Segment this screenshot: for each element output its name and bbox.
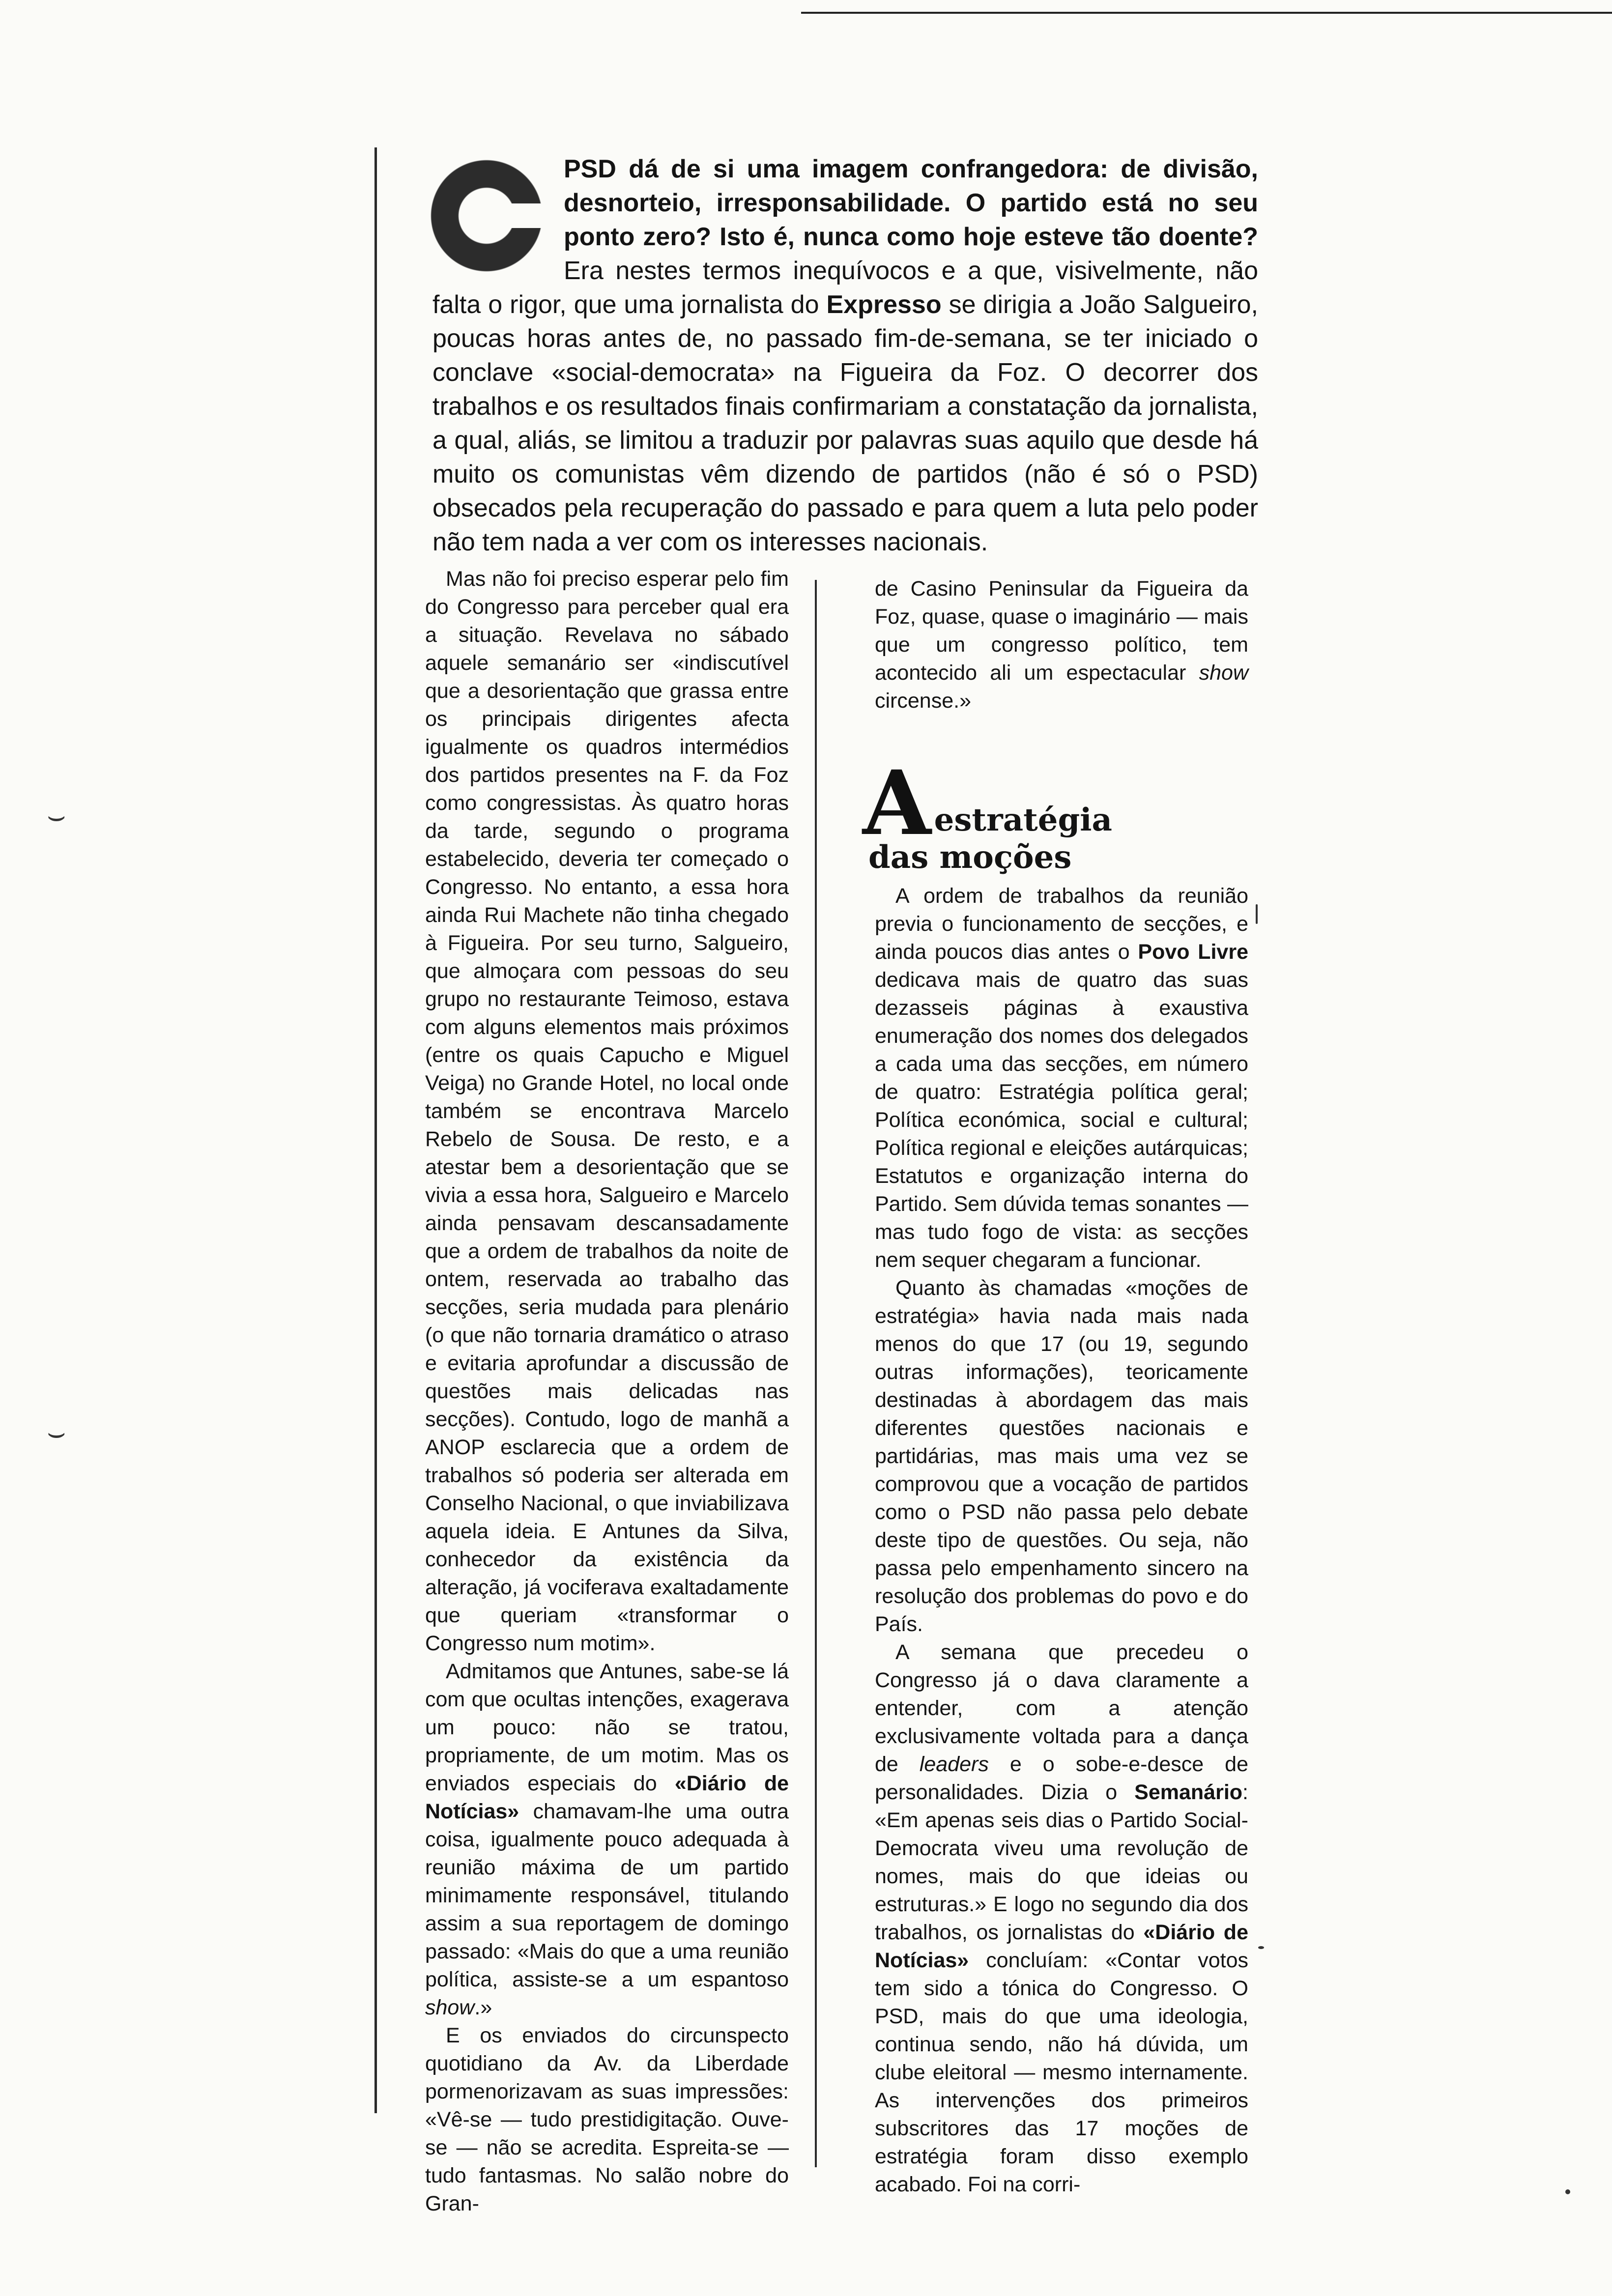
col-b-p3-leaders: leaders — [919, 1752, 989, 1776]
col-b-top-show: show — [1199, 661, 1248, 685]
col-a-p2-text-b: chamavam-lhe uma outra coisa, igualmente pouco adequada à reunião máxima de um partido minimamente responsável, titulando assim a sua reportagem de domingo passado: «Mais do que a uma reunião política, assiste-se a um espantoso — [425, 1800, 789, 1991]
intro-text-1: Era nestes termos inequívocos e a que, visivelmente, não falta o rigor, que uma jornalista do — [432, 257, 1258, 319]
article-column-left — [425, 565, 789, 2218]
col-b-paragraph-2: Quanto às chamadas «moções de estratégia» havia nada mais nada menos do que 17 (ou 19, segundo outras informações), teoricamente destinadas à abordagem das mais diferentes questões nacionais e partidárias, mas mais uma vez se comprovou que a vocação de partidos como o PSD não passa pelo debate deste tipo de questões. Ou seja, não passa pelo empenhamento sincero na resolução dos problemas do povo e do País. — [875, 1276, 1248, 1636]
scan-speck — [1258, 1946, 1264, 1949]
col-a-paragraph-2 — [425, 1658, 789, 2022]
col-b-p1-povo-livre: Povo Livre — [1138, 940, 1248, 964]
col-a-paragraph-3: E os enviados do circunspecto quotidiano da Av. da Liberdade pormenorizavam as suas impressões: «Vê-se — tudo prestidigitação. Ouve-se — não se acredita. Espreita-se — tudo fantasmas. No salão nobre do Gran- — [425, 2024, 789, 2215]
col-b-p3-text-b: e o sobe-e-desce de personalidades. Dizia o — [875, 1752, 1248, 1804]
col-a-p2-text-a: Admitamos que Antunes, sabe-se lá com que ocultas intenções, exagerava um pouco: não se tratou, propriamente, de um motim. Mas os enviados especiais do — [425, 1660, 789, 1795]
scan-speck — [1565, 2189, 1570, 2194]
section-headline — [863, 751, 1236, 876]
col-b-p3-text-d: concluíam: «Contar votos tem sido a tónica do Congresso. O PSD, mais do que uma ideologia, continua sendo, não há dúvida, um clube eleitoral — mesmo internamente. As intervenções dos primeiros subscritores das 17 moções de estratégia foram disso exemplo acabado. Foi na corri- — [875, 1949, 1248, 2196]
binder-hole-mark-icon: ⌣ — [47, 1415, 66, 1450]
top-rule — [801, 12, 1612, 14]
col-b-p3-text-c: : «Em apenas seis dias o Partido Social-Democrata viveu uma revolução de nomes, mais do que ideias ou estruturas.» E logo no segundo dia dos trabalhos, os jornalistas do — [875, 1780, 1248, 1944]
scan-speck — [1256, 904, 1258, 924]
intro-lead: PSD dá de si uma imagem confrangedora: de divisão, desnorteio, irresponsabilidade. O partido está no seu ponto zero? Isto é, nunca como hoje esteve tão doente? — [564, 155, 1258, 251]
article-column-right — [875, 882, 1248, 2199]
left-column-rule — [374, 147, 377, 2113]
middle-column-rule — [815, 580, 817, 2167]
headline-big-letter: A — [863, 751, 931, 855]
col-b-p3-diario: «Diário de Notícias» — [875, 1921, 1248, 1972]
col-a-paragraph-1: Mas não foi preciso esperar pelo fim do Congresso para perceber qual era a situação. Revelava no sábado aquele semanário ser «indiscutível que a desorientação que grassa entre os principais dirigentes afecta igualmente os quadros intermédios dos partidos presentes na F. da Foz como congressistas. Às quatro horas da tarde, segundo o programa estabelecido, deveria ter começado o Congresso. No entanto, a essa hora ainda Rui Machete não tinha chegado à Figueira. Por seu turno, Salgueiro, que almoçara com pessoas do seu grupo no restaurante Teimoso, estava com alguns elementos mais próximos (entre os quais Capucho e Miguel Veiga) no Grande Hotel, no local onde também se encontrava Marcelo Rebelo de Sousa. De resto, e a atestar bem a desorientação que se vivia a essa hora, Salgueiro e Marcelo ainda pensavam descansadamente que a ordem de trabalhos da noite de ontem, reservada ao trabalho das secções, seria mudada para plenário (o que não tornaria dramático o atraso e evitaria aprofundar a discussão de questões mais delicadas nas secções). Contudo, logo de manhã a ANOP esclarecia que a ordem de trabalhos só poderia ser alterada em Conselho Nacional, o que inviabilizava aquela ideia. E Antunes da Silva, conhecedor da existência da alteração, já vociferava exaltadamente que queriam «transformar o Congresso num motim». — [425, 567, 789, 1655]
headline-line-2: das moções — [868, 839, 1072, 876]
col-b-p3-text-a: A semana que precedeu o Congresso já o dava claramente a entender, com a atenção exclusivamente voltada para a dança de — [875, 1640, 1248, 1776]
col-b-paragraph-1 — [875, 882, 1248, 1274]
intro-paragraph — [432, 152, 1258, 559]
col-a-p2-text-c: .» — [474, 1996, 492, 2019]
article-column-right-top — [875, 575, 1248, 715]
col-a-p2-show: show — [425, 1996, 475, 2019]
col-a-p2-diario: «Diário de Notícias» — [425, 1772, 789, 1823]
col-b-top-text-a: de Casino Peninsular da Figueira da Foz, quase, quase o imaginário — mais que um congresso político, tem acontecido ali um espectacular — [875, 577, 1248, 685]
intro-expresso: Expresso — [826, 290, 942, 319]
col-b-continuation — [875, 575, 1248, 715]
col-b-p3-semanario: Semanário — [1134, 1780, 1243, 1804]
col-b-top-text-b: circense.» — [875, 689, 971, 713]
col-b-p1-text-b: dedicava mais de quatro das suas dezasseis páginas à exaustiva enumeração dos nomes dos delegados a cada uma das secções, em número de quatro: Estratégia política geral; Política económica, social e cultural; Política regional e eleições autárquicas; Estatutos e organização interna do Partido. Sem dúvida temas sonantes — mas tudo fogo de vista: as secções nem sequer chegaram a funcionar. — [875, 968, 1248, 1272]
headline-line-1: estratégia — [934, 802, 1112, 838]
drop-cap-o-icon — [425, 154, 548, 277]
intro-text-2: se dirigia a João Salgueiro, poucas horas antes de, no passado fim-de-semana, se ter iniciado o conclave «social-democrata» na Figueira da Foz. O decorrer dos trabalhos e os resultados finais confirmariam a constatação da jornalista, a qual, aliás, se limitou a traduzir por palavras suas aquilo que desde há muito os comunistas vêm dizendo de partidos (não é só o PSD) obsecados pela recuperação do passado e para quem a luta pelo poder não tem nada a ver com os interesses nacionais. — [432, 290, 1258, 556]
col-b-p1-text-a: A ordem de trabalhos da reunião previa o funcionamento de secções, e ainda poucos dias antes o — [875, 884, 1248, 964]
binder-hole-mark-icon: ⌣ — [47, 799, 66, 833]
col-b-paragraph-3 — [875, 1638, 1248, 2199]
